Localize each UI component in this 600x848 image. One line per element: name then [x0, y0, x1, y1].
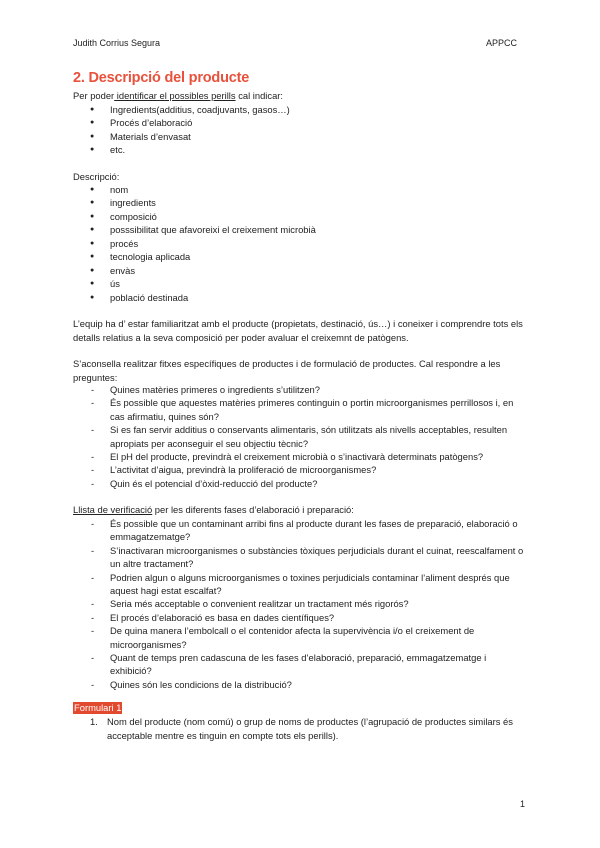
- list-item: - Si es fan servir additius o conservants alimentaris, són utilitzats als nivells acceptables, resulten apropiats per aconseguir el seu objectiu tècnic?: [90, 423, 530, 450]
- header-author: Judith Corrius Segura: [73, 38, 161, 48]
- list-item: ● ús: [90, 277, 530, 290]
- list-item: ● població destinada: [90, 291, 530, 304]
- formulari-item-number: 1.: [90, 716, 98, 727]
- list-item: - El pH del producte, previndrà el creixement microbià o s’inactivarà determinats patògens?: [90, 450, 530, 463]
- paragraph-fitxes: S’aconsella realitzar fitxes específiques de productes i de formulació de productes. Cal respondre a les preguntes:: [73, 358, 501, 383]
- list-item: ● nom: [90, 183, 530, 196]
- header-label: APPCC: [486, 38, 518, 48]
- list-item: ● tecnologia aplicada: [90, 250, 530, 263]
- formulari-item: [90, 715, 530, 743]
- section-title: 2. Descripció del producte: [73, 70, 250, 86]
- questions-list: [90, 383, 530, 490]
- descripcio-list: [90, 183, 530, 304]
- list-item: ● posssibilitat que afavoreixi el creixement microbià: [90, 223, 530, 236]
- list-item: ● procés: [90, 237, 530, 250]
- list-item: ● envàs: [90, 264, 530, 277]
- formulari-highlight: Formulari 1: [74, 702, 122, 713]
- list-item: - L’activitat d’aigua, previndrà la proliferació de microorganismes?: [90, 463, 530, 476]
- intro-text: [73, 89, 531, 103]
- list-item: - Quin és el potencial d’òxid-reducció del producte?: [90, 477, 530, 490]
- intro-list: [90, 103, 530, 157]
- list-item: - Seria més acceptable o convenient realitzar un tractament més rigorós?: [90, 597, 530, 610]
- list-item: ● Materials d’envasat: [90, 130, 530, 143]
- list-item: - De quina manera l’embolcall o el contenidor afecta la supervivència i/o el creixement de microorganismes?: [90, 624, 530, 651]
- intro-suffix: cal indicar:: [235, 90, 284, 101]
- intro-prefix: Per poder: [73, 90, 115, 101]
- list-item: ● Ingredients(additius, coadjuvants, gasos…): [90, 103, 530, 116]
- list-item: - Quant de temps pren cadascuna de les fases d’elaboració, preparació, emmagatzematge i exhibició?: [90, 651, 530, 678]
- list-item: - Podrien algun o alguns microorganismes o toxines perjudicials contaminar l’aliment després que aquest hagi estat escalfat?: [90, 571, 530, 598]
- list-item: ● Procés d’elaboració: [90, 116, 530, 129]
- formulari-item-text: Nom del producte (nom comú) o grup de noms de productes (l’agrupació de productes similars és acceptable mentre es tinguin en compte tots els perills).: [107, 716, 513, 741]
- checklist-list: [90, 517, 530, 691]
- list-item: ● ingredients: [90, 196, 530, 209]
- intro-underlined: identificar el possibles perills: [114, 90, 236, 101]
- list-item: - S’inactivaran microorganismes o substàncies tòxiques perjudicials durant el cuinat, reescalfament o un altre tractament?: [90, 544, 530, 571]
- list-item: - El procés d’elaboració es basa en dades científiques?: [90, 611, 530, 624]
- descripcio-label: Descripció:: [73, 171, 120, 182]
- list-item: - Quines matèries primeres o ingredients s’utilitzen?: [90, 383, 530, 396]
- list-item: - Quines són les condicions de la distribució?: [90, 678, 530, 691]
- paragraph-familiaritzat: L’equip ha d’ estar familiaritzat amb el producte (propietats, destinació, ús…) i coneixer i comprendre tots els detalls relatius a la seva composició per poder avaluar el creixemnt de patògens.: [73, 318, 523, 343]
- list-item: - És possible que un contaminant arribi fins al producte durant les fases de preparació, elaboració o emmagatzematge?: [90, 517, 530, 544]
- list-item: ● etc.: [90, 143, 530, 156]
- checklist-heading: [73, 503, 531, 517]
- list-item: ● composició: [90, 210, 530, 223]
- checklist-rest: per les diferents fases d’elaboració i preparació:: [152, 504, 354, 515]
- page-number: 1: [520, 799, 526, 809]
- checklist-underlined: Llista de verificació: [73, 504, 153, 515]
- list-item: - És possible que aquestes matèries primeres continguin o portin microorganismes perrillosos i, en cas afirmatiu, quines són?: [90, 396, 530, 423]
